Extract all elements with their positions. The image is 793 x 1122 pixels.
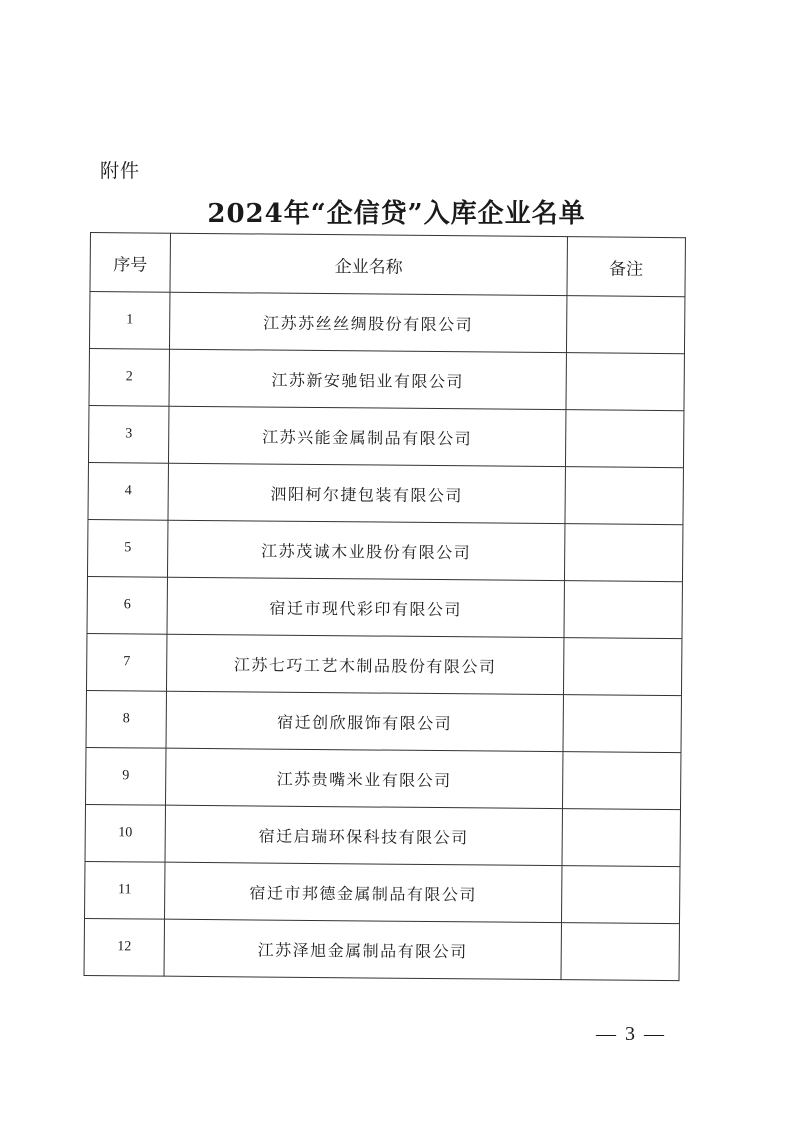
table-row bbox=[87, 519, 682, 581]
enterprise-name-cell: 江苏兴能金属制品有限公司 bbox=[169, 406, 566, 466]
serial-number-cell: 7 bbox=[86, 633, 167, 691]
serial-number-cell: 12 bbox=[84, 918, 165, 976]
table-row bbox=[86, 633, 681, 695]
attachment-label: 附件 bbox=[100, 160, 141, 182]
enterprise-name-cell: 宿迁市现代彩印有限公司 bbox=[167, 577, 564, 637]
serial-number-cell: 8 bbox=[86, 690, 167, 748]
enterprise-name-cell: 江苏泽旭金属制品有限公司 bbox=[164, 919, 561, 979]
remark-cell bbox=[561, 923, 680, 981]
enterprise-name-cell: 江苏贵嘴米业有限公司 bbox=[166, 748, 563, 808]
table-row bbox=[87, 576, 682, 638]
serial-number-cell: 11 bbox=[85, 861, 166, 919]
remark-cell bbox=[563, 638, 682, 696]
table-row bbox=[86, 690, 681, 752]
table-row bbox=[86, 747, 681, 809]
serial-number-cell: 6 bbox=[87, 576, 168, 634]
remark-cell bbox=[566, 353, 685, 411]
serial-number-cell: 5 bbox=[87, 519, 168, 577]
table-row bbox=[89, 348, 684, 410]
header-remark: 备注 bbox=[567, 237, 686, 297]
remark-cell bbox=[564, 524, 683, 582]
serial-number-cell: 1 bbox=[89, 292, 170, 350]
enterprise-name-cell: 江苏新安驰铝业有限公司 bbox=[169, 349, 566, 409]
remark-cell bbox=[562, 809, 681, 867]
enterprise-name-cell: 宿迁启瑞环保科技有限公司 bbox=[165, 805, 562, 865]
table-row bbox=[85, 861, 680, 923]
header-serial-number: 序号 bbox=[90, 233, 171, 293]
enterprise-name-cell: 宿迁市邦德金属制品有限公司 bbox=[165, 862, 562, 922]
enterprise-name-cell: 宿迁创欣服饰有限公司 bbox=[166, 691, 563, 751]
serial-number-cell: 2 bbox=[89, 348, 170, 406]
remark-cell bbox=[566, 296, 685, 354]
remark-cell bbox=[562, 752, 681, 810]
enterprise-list-table bbox=[84, 232, 686, 981]
table-row bbox=[88, 405, 683, 467]
table-header-row bbox=[90, 233, 685, 297]
remark-cell bbox=[565, 410, 684, 468]
serial-number-cell: 4 bbox=[88, 462, 169, 520]
remark-cell bbox=[565, 467, 684, 525]
table-row bbox=[85, 804, 680, 866]
enterprise-name-cell: 江苏苏丝丝绸股份有限公司 bbox=[170, 292, 567, 352]
enterprise-name-cell: 江苏茂诚木业股份有限公司 bbox=[168, 520, 565, 580]
serial-number-cell: 3 bbox=[88, 405, 169, 463]
table-row bbox=[84, 918, 679, 980]
page-number: — 3 — bbox=[596, 1023, 666, 1045]
enterprise-name-cell: 泗阳柯尔捷包装有限公司 bbox=[168, 463, 565, 523]
serial-number-cell: 10 bbox=[85, 804, 166, 862]
header-enterprise-name: 企业名称 bbox=[170, 233, 567, 295]
remark-cell bbox=[561, 866, 680, 924]
table-row bbox=[88, 462, 683, 524]
remark-cell bbox=[563, 695, 682, 753]
table-row bbox=[89, 292, 684, 354]
remark-cell bbox=[564, 581, 683, 639]
enterprise-name-cell: 江苏七巧工艺木制品股份有限公司 bbox=[167, 634, 564, 694]
document-title: 2024年“企信贷”入库企业名单 bbox=[207, 199, 586, 229]
serial-number-cell: 9 bbox=[86, 747, 167, 805]
